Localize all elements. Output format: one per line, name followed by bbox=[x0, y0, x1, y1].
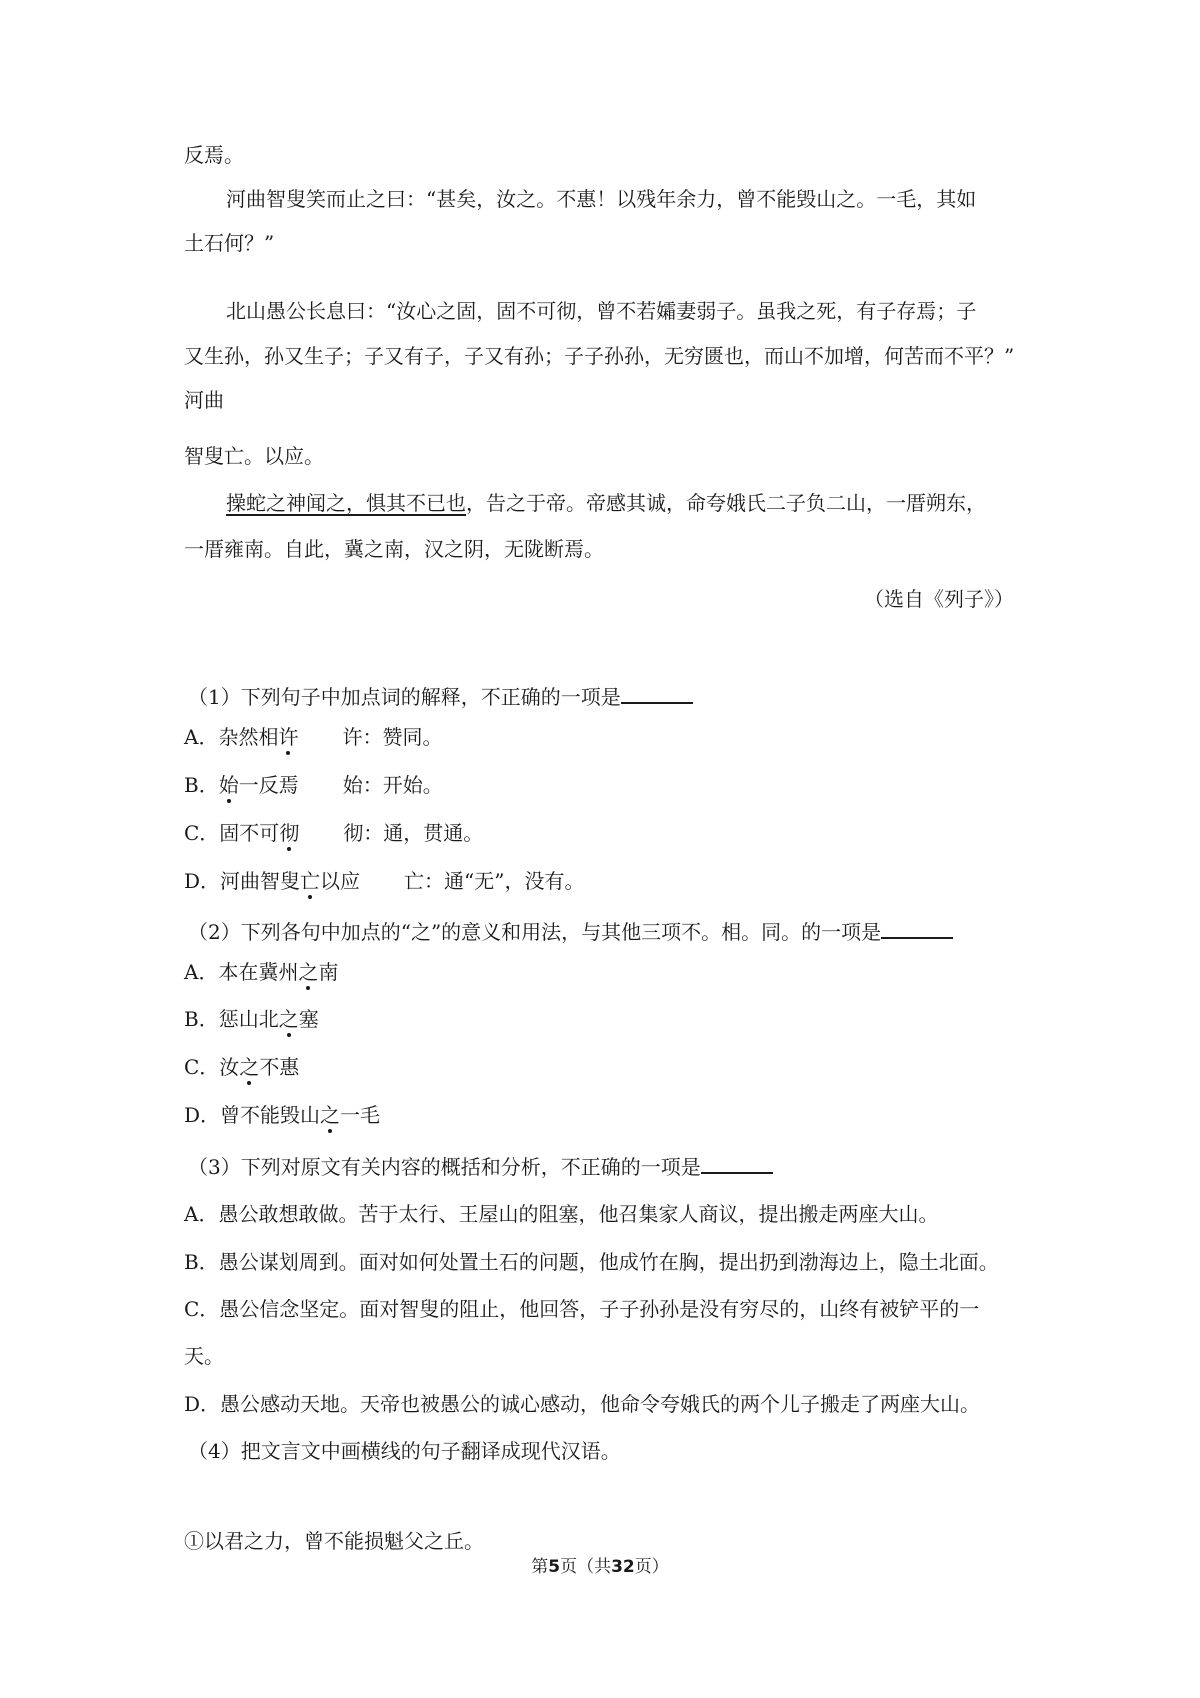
passage-line: 反焉。 bbox=[184, 143, 244, 167]
answer-blank bbox=[621, 682, 693, 704]
footer-text: 页（共 bbox=[560, 1557, 612, 1577]
footer-text: 第 bbox=[531, 1557, 549, 1577]
option-b bbox=[184, 770, 443, 800]
question-text: （3）下列对原文有关内容的概括和分析，不正确的一项是 bbox=[188, 1155, 701, 1179]
source-citation: （选自《列子》） bbox=[864, 587, 1014, 611]
question-text: （2）下列各句中加点的“之”的意义和用法，与其他三项不。相。同。的一项是 bbox=[188, 920, 882, 944]
option-b: B．愚公谋划周到。面对如何处置土石的问题，他成竹在胸，提出扔到渤海边上，隐土北面。 bbox=[184, 1250, 999, 1274]
page-footer bbox=[0, 1555, 1200, 1579]
question-4-stem: （4）把文言文中画横线的句子翻译成现代汉语。 bbox=[188, 1439, 621, 1463]
question-2-stem bbox=[188, 917, 953, 947]
option-c bbox=[184, 1052, 299, 1082]
dotted-word: 许 bbox=[278, 725, 299, 749]
option-text: A．本在冀州 bbox=[184, 960, 299, 984]
option-d bbox=[184, 1100, 380, 1130]
option-gloss: 始：开始。 bbox=[342, 773, 443, 797]
answer-blank bbox=[881, 917, 953, 939]
question-text: （1）下列句子中加点词的解释，不正确的一项是 bbox=[188, 685, 621, 709]
answer-blank bbox=[701, 1152, 773, 1174]
option-gloss: 彻：通，贯通。 bbox=[343, 821, 484, 845]
option-a bbox=[184, 722, 442, 752]
question-3-stem bbox=[188, 1152, 773, 1182]
option-text: 一反焉 bbox=[238, 773, 299, 797]
option-text: 不惠 bbox=[259, 1055, 300, 1079]
option-text: C．汝 bbox=[184, 1055, 240, 1079]
option-text: D．河曲智叟 bbox=[184, 869, 301, 893]
option-c-continued: 天。 bbox=[184, 1344, 224, 1368]
dotted-word: 之 bbox=[298, 960, 319, 984]
passage-line bbox=[226, 488, 986, 518]
option-a bbox=[184, 957, 338, 987]
dotted-word: 之 bbox=[320, 1103, 341, 1127]
option-text: D．曾不能毁山 bbox=[184, 1103, 321, 1127]
passage-line: 河曲智叟笑而止之曰：“甚矣，汝之。不惠！以残年余力，曾不能毁山之。一毛，其如 bbox=[226, 187, 977, 211]
passage-line: 智叟亡。以应。 bbox=[184, 444, 324, 468]
passage-line: 一厝雍南。自此，冀之南，汉之阴，无陇断焉。 bbox=[184, 537, 604, 561]
option-gloss: 亡：通“无”，没有。 bbox=[404, 869, 585, 893]
passage-text: ，告之于帝。帝感其诚，命夸娥氏二子负二山，一厝朔东， bbox=[466, 491, 986, 515]
dotted-word: 彻 bbox=[279, 821, 300, 845]
option-text: 塞 bbox=[298, 1007, 319, 1031]
option-d bbox=[184, 866, 585, 896]
option-text: A．杂然相 bbox=[184, 725, 279, 749]
footer-text: 页） bbox=[634, 1557, 669, 1577]
dotted-word: 之 bbox=[239, 1055, 260, 1079]
dotted-word: 亡 bbox=[300, 869, 321, 893]
dotted-word: 之 bbox=[278, 1007, 299, 1031]
option-text: 南 bbox=[318, 960, 339, 984]
page-number: 5 bbox=[548, 1557, 561, 1577]
option-text: B． bbox=[184, 773, 219, 797]
option-b bbox=[184, 1004, 319, 1034]
option-text: C．固不可 bbox=[184, 821, 280, 845]
passage-line: 北山愚公长息曰：“汝心之固，固不可彻，曾不若孀妻弱子。虽我之死，有子存焉；子 bbox=[226, 299, 977, 323]
dotted-word: 始 bbox=[218, 773, 239, 797]
passage-line: 又生孙，孙又生子；子又有子，子又有孙；子子孙孙，无穷匮也，而山不加增，何苦而不平？” bbox=[184, 344, 1015, 368]
option-text: B．惩山北 bbox=[184, 1007, 279, 1031]
option-gloss: 许：赞同。 bbox=[342, 725, 443, 749]
option-a: A．愚公敢想敢做。苦于太行、王屋山的阻塞，他召集家人商议，提出搬走两座大山。 bbox=[184, 1202, 939, 1226]
underlined-sentence: 操蛇之神闻之，惧其不已也 bbox=[226, 491, 466, 515]
option-text: 以应 bbox=[320, 869, 361, 893]
translation-item-1: ①以君之力，曾不能损魁父之丘。 bbox=[184, 1529, 484, 1553]
option-c: C．愚公信念坚定。面对智叟的阻止，他回答，子子孙孙是没有穷尽的，山终有被铲平的一 bbox=[184, 1297, 980, 1321]
total-pages: 32 bbox=[611, 1557, 635, 1577]
option-c bbox=[184, 818, 483, 848]
passage-line: 土石何？” bbox=[184, 231, 275, 255]
option-d: D．愚公感动天地。天帝也被愚公的诚心感动，他命令夸娥氏的两个儿子搬走了两座大山。 bbox=[184, 1392, 981, 1416]
option-text: 一毛 bbox=[340, 1103, 381, 1127]
question-1-stem bbox=[188, 682, 693, 712]
passage-line: 河曲 bbox=[184, 388, 224, 412]
